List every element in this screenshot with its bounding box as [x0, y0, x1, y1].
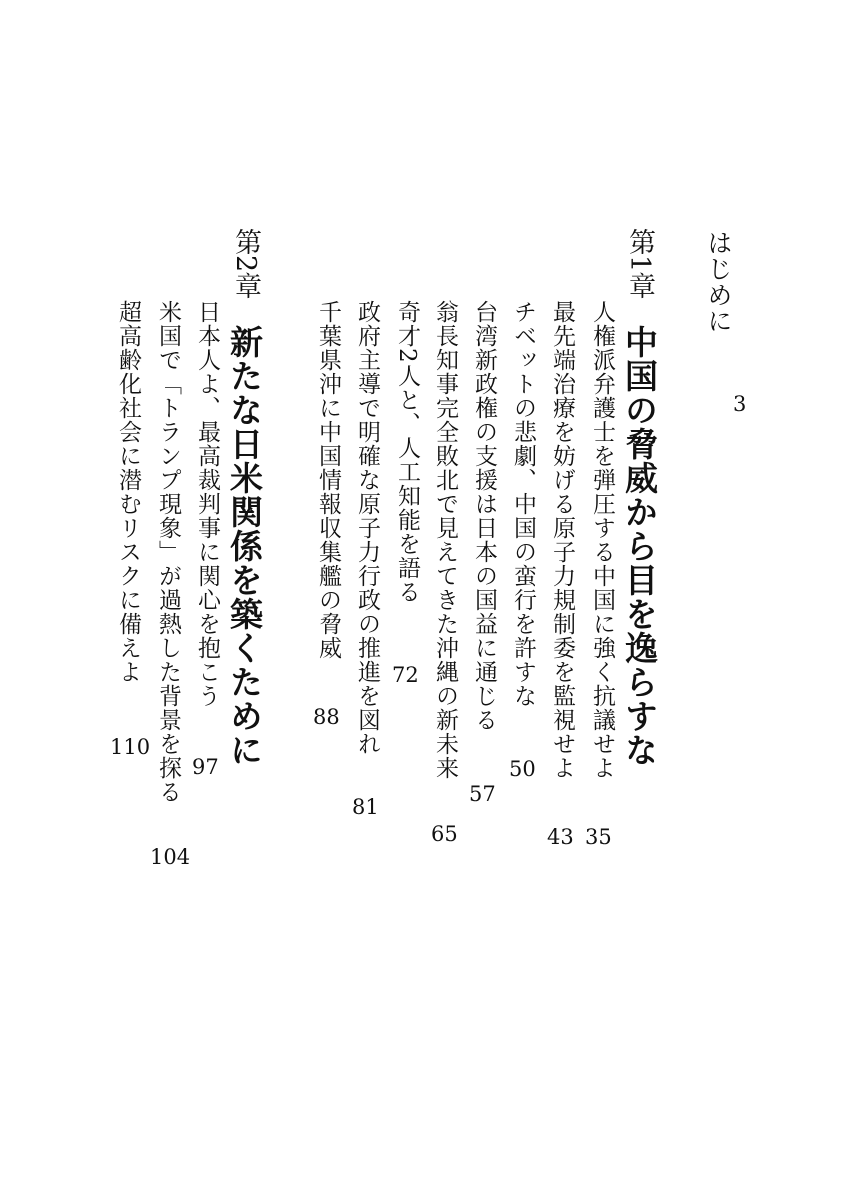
chapter1-title[interactable]: 中国の脅威から目を逸らすな — [620, 325, 659, 767]
toc-entry-title: チベットの悲劇、中国の蛮行を許すな — [510, 300, 536, 708]
toc-entry-title: 翁長知事完全敗北で見えてきた沖縄の新未来 — [432, 300, 458, 780]
chapter2-label: 第2章 — [230, 228, 261, 300]
toc-entry-page: 104 — [150, 845, 191, 869]
toc-entry-page: 57 — [469, 782, 496, 806]
chapter2-title[interactable]: 新たな日米関係を築くために — [225, 325, 264, 767]
toc-entry-page: 72 — [392, 663, 419, 687]
intro-title: はじめに — [704, 230, 733, 334]
toc-entry-page: 65 — [431, 822, 458, 846]
chapter1-label: 第1章 — [624, 228, 655, 300]
toc-entry-page: 97 — [192, 755, 219, 779]
toc-entry[interactable] — [316, 300, 339, 660]
toc-entry[interactable] — [550, 300, 573, 780]
toc-entry-page: 88 — [313, 705, 340, 729]
toc-entry-page: 110 — [110, 735, 151, 759]
toc-entry-title: 最先端治療を妨げる原子力規制委を監視せよ — [549, 300, 575, 780]
toc-entry[interactable] — [156, 300, 179, 804]
toc-entry[interactable] — [195, 300, 218, 708]
toc-entry[interactable] — [395, 300, 418, 604]
toc-entry-title: 千葉県沖に中国情報収集艦の脅威 — [315, 300, 341, 660]
toc-entry-title: 奇才2人と、人工知能を語る — [394, 300, 420, 604]
toc-entry[interactable] — [355, 300, 378, 756]
toc-entry-page: 43 — [547, 825, 574, 849]
toc-entry[interactable] — [590, 300, 613, 780]
toc-entry[interactable] — [433, 300, 456, 780]
toc-entry[interactable] — [472, 300, 495, 732]
toc-entry-title: 政府主導で明確な原子力行政の推進を図れ — [354, 300, 380, 756]
toc-entry-page: 81 — [352, 795, 379, 819]
toc-entry-page: 35 — [585, 825, 612, 849]
toc-entry-title: 米国で「トランプ現象」が過熱した背景を探る — [155, 300, 181, 804]
toc-entry-page: 50 — [509, 757, 536, 781]
intro-page: 3 — [733, 392, 747, 416]
toc-entry[interactable] — [116, 300, 139, 684]
toc-entry-title: 人権派弁護士を弾圧する中国に強く抗議せよ — [589, 300, 615, 780]
toc-entry-title: 台湾新政権の支援は日本の国益に通じる — [471, 300, 497, 732]
toc-entry-title: 超高齢化社会に潜むリスクに備えよ — [115, 300, 141, 684]
toc-entry-title: 日本人よ、最高裁判事に関心を抱こう — [194, 300, 220, 708]
intro-entry[interactable] — [706, 230, 731, 334]
toc-entry[interactable] — [511, 300, 534, 708]
